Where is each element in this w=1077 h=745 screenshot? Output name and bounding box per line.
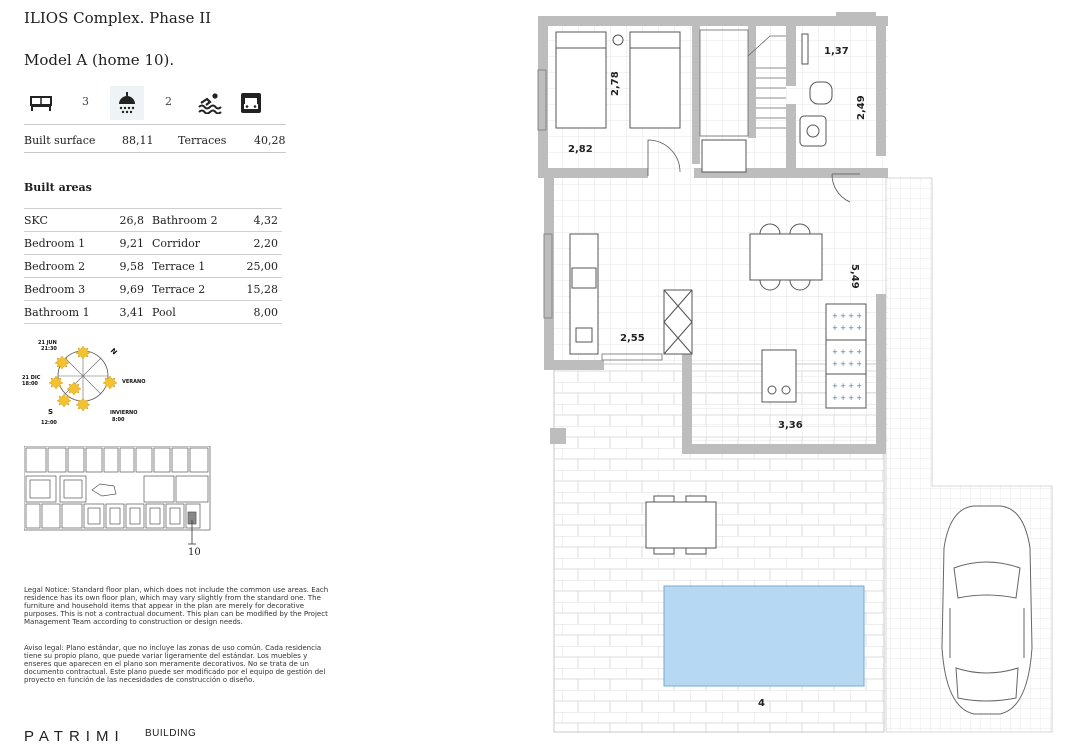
dim-bedroom-2: 2,78 [610,71,621,96]
area-label: Corridor [148,232,238,255]
terraces-value: 40,28 [254,134,286,147]
built-areas-table [24,208,282,324]
feature-icons [24,86,284,120]
area-label: Bedroom 1 [24,232,110,255]
sun-orientation-diagram [18,336,158,428]
south-time: 12:00 [41,420,57,426]
legal-notice-es: Aviso legal: Plano estándar, que no incluye las zonas de uso común. Cada residencia tiene su propio plano, que puede variar ligeramente del estándar. Los muebles y enseres que aparecen en el plano son meramente decorativos. No se trata de un documento contractual. Este plano puede ser modificado por el equipo de gestión del proyecto en función de las necesidades de construcción o diseño. [24,644,326,685]
area-value: 9,69 [110,278,148,301]
dim-bathroom-2: 2,49 [856,95,867,120]
outdoor-dining [646,496,716,554]
svg-text:+ + + +: + + + + [832,394,863,402]
area-value: 15,28 [238,278,282,301]
area-value: 2,20 [238,232,282,255]
svg-text:+ + + +: + + + + [832,312,863,320]
area-label: Terrace 2 [148,278,238,301]
svg-text:+ + + +: + + + + [832,360,863,368]
project-title: ILIOS Complex. Phase II [24,9,212,27]
floor-plan [530,8,1060,736]
bed-icon [24,86,58,120]
jun-label: 21 JUN [38,340,57,346]
area-label: Bedroom 3 [24,278,110,301]
verano-label: VERANO [122,379,146,385]
car-icon [942,506,1032,714]
dining-table [750,224,822,290]
pool [664,586,864,686]
brand-subtitle: BUILDING [145,728,197,739]
table-row [24,301,282,324]
table-row [24,232,282,255]
terraces-label: Terraces [178,134,227,147]
bedrooms-count: 3 [82,95,89,108]
shower-icon [110,86,144,120]
area-value: 25,00 [238,255,282,278]
built-surface-value: 88,11 [122,134,154,147]
table-row [24,255,282,278]
area-value: 26,8 [110,209,148,232]
dim-kitchen: 2,55 [620,333,645,344]
divider [24,124,286,125]
invierno-time: 8:00 [112,417,125,423]
built-areas-title: Built areas [24,181,92,194]
legal-notice-en: Legal Notice: Standard floor plan, which does not include the common use areas. Each residence has its own floor plan, which may vary slightly from the standard one. The furniture and household items that appear in the plan are merely for decorative purposes. This is not a contractual document. This plan can be modified by the Project Management Team according to construction or design needs. [24,586,329,627]
built-surface-label: Built surface [24,134,96,147]
area-value: 3,41 [110,301,148,324]
svg-text:+ + + +: + + + + [832,324,863,332]
area-value: 9,21 [110,232,148,255]
car-icon [234,86,268,120]
jun-time: 21:30 [41,346,57,352]
area-label: Terrace 1 [148,255,238,278]
bathrooms-count: 2 [165,95,172,108]
model-title: Model A (home 10). [24,51,175,69]
south-label: S [48,408,54,416]
area-label: SKC [24,209,110,232]
area-label: Bathroom 2 [148,209,238,232]
invierno-label: INVIERNO [110,410,138,416]
area-label: Pool [148,301,238,324]
dim-lounge: 3,36 [778,420,803,431]
area-value: 4,32 [238,209,282,232]
area-value: 8,00 [238,301,282,324]
north-label: N [108,346,119,357]
dim-terrace: 4 [758,698,765,709]
svg-text:+ + + +: + + + + [832,348,863,356]
svg-text:+ + + +: + + + + [832,382,863,390]
dec-label: 21 DIC [22,375,41,381]
site-plan [24,446,214,558]
table-row [24,278,282,301]
brand-logo: PATRIMI [24,728,125,745]
table-row [24,209,282,232]
divider [24,152,286,153]
area-label: Bedroom 2 [24,255,110,278]
area-label: Bathroom 1 [24,301,110,324]
dim-bedroom-1: 2,82 [568,144,593,155]
home-number: 10 [188,547,201,558]
dim-bathroom-1: 1,37 [824,46,849,57]
dec-time: 18:00 [22,381,38,387]
dim-living: 5,49 [849,264,860,289]
area-value: 9,58 [110,255,148,278]
swimmer-icon [193,86,227,120]
